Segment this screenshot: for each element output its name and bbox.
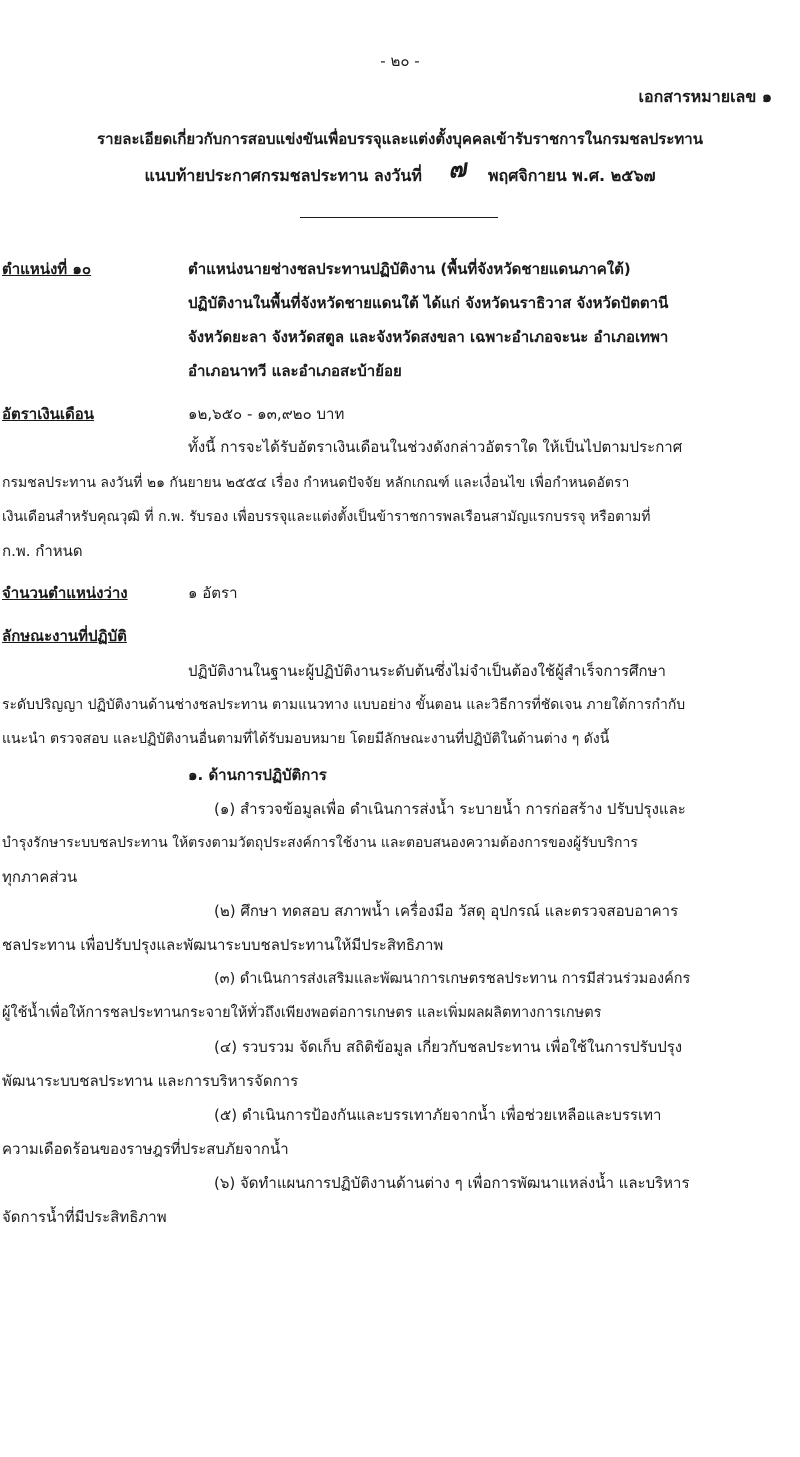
duties-intro-line-2: ระดับปริญญา ปฏิบัติงานด้านช่างชลประทาน ตามแนวทาง แบบอย่าง ขั้นตอน และวิธีการที่ชัดเจน ภายใต้การกำกับ: [2, 697, 686, 713]
position-line-1: ตำแหน่งนายช่างชลประทานปฏิบัติงาน (พื้นที่จังหวัดชายแดนภาคใต้): [188, 260, 631, 278]
position-label: ตำแหน่งที่ ๑๐: [2, 260, 92, 278]
page-number: - ๒๐ -: [380, 52, 420, 70]
salary-label: อัตราเงินเดือน: [2, 405, 95, 423]
duty-item-5-line-1: (๕) ดำเนินการป้องกันและบรรเทาภัยจากน้ำ เพื่อช่วยเหลือและบรรเทา: [214, 1106, 662, 1124]
duty-item-4-line-2: พัฒนาระบบชลประทาน และการบริหารจัดการ: [2, 1072, 299, 1090]
document-title-line2: [0, 154, 800, 187]
salary-note-line-2: กรมชลประทาน ลงวันที่ ๒๑ กันยายน ๒๕๕๔ เรื่อง กำหนดปัจจัย หลักเกณฑ์ และเงื่อนไข เพื่อกำหนดอัตรา: [2, 475, 630, 491]
duty-item-6-line-2: จัดการน้ำที่มีประสิทธิภาพ: [2, 1208, 167, 1226]
duties-intro-line-3: แนะนำ ตรวจสอบ และปฏิบัติงานอื่นตามที่ได้รับมอบหมาย โดยมีลักษณะงานที่ปฏิบัติในด้านต่าง ๆ ดังนี้: [2, 731, 610, 747]
duty-item-4-line-1: (๔) รวบรวม จัดเก็บ สถิติข้อมูล เกี่ยวกับชลประทาน เพื่อใช้ในการปรับปรุง: [214, 1038, 683, 1056]
salary-note-line-3: เงินเดือนสำหรับคุณวุฒิ ที่ ก.พ. รับรอง เพื่อบรรจุและแต่งตั้งเป็นข้าราชการพลเรือนสามัญแรกบรรจุ หรือตามที่: [2, 509, 651, 525]
vacancy-label: จำนวนตำแหน่งว่าง: [2, 584, 128, 602]
duty-item-3-line-1: (๓) ดำเนินการส่งเสริมและพัฒนาการเกษตรชลประทาน การมีส่วนร่วมองค์กร: [214, 971, 691, 987]
title-divider: [300, 217, 498, 218]
duty-item-3-line-2: ผู้ใช้น้ำเพื่อให้การชลประทานกระจายให้ทั่วถึงเพียงพอต่อการเกษตร และเพิ่มผลผลิตทางการเกษตร: [2, 1005, 602, 1021]
duty-item-1-line-1: (๑) สำรวจข้อมูลเพื่อ ดำเนินการส่งน้ำ ระบายน้ำ การก่อสร้าง ปรับปรุงและ: [214, 800, 686, 818]
vacancy-value: ๑ อัตรา: [188, 584, 238, 602]
document-number: เอกสารหมายเลข ๑: [638, 87, 772, 106]
title-prefix: แนบท้ายประกาศกรมชลประทาน ลงวันที่: [144, 166, 422, 185]
document-title-line1: รายละเอียดเกี่ยวกับการสอบแข่งขันเพื่อบรรจุและแต่งตั้งบุคคลเข้ารับราชการในกรมชลประทาน: [97, 130, 703, 148]
salary-note-line-4: ก.พ. กำหนด: [2, 542, 83, 560]
duty-item-1-line-2: บำรุงรักษาระบบชลประทาน ให้ตรงตามวัตถุประสงค์การใช้งาน และตอบสนองความต้องการของผู้รับบริการ: [2, 835, 638, 851]
duty-item-6-line-1: (๖) จัดทำแผนการปฏิบัติงานด้านต่าง ๆ เพื่อการพัฒนาแหล่งน้ำ และบริหาร: [214, 1174, 690, 1192]
duties-heading: ลักษณะงานที่ปฏิบัติ: [2, 627, 127, 645]
duties-intro-line-1: ปฏิบัติงานในฐานะผู้ปฏิบัติงานระดับต้นซึ่งไม่จำเป็นต้องใช้ผู้สำเร็จการศึกษา: [188, 662, 666, 680]
salary-value: ๑๒,๖๕๐ - ๑๓,๙๒๐ บาท: [188, 405, 345, 423]
duty-item-5-line-2: ความเดือดร้อนของราษฎรที่ประสบภัยจากน้ำ: [2, 1140, 289, 1158]
section-1-title: ๑. ด้านการปฏิบัติการ: [188, 766, 327, 784]
position-line-4: อำเภอนาทวี และอำเภอสะบ้าย้อย: [188, 362, 402, 380]
title-suffix: พฤศจิกายน พ.ศ. ๒๕๖๗: [487, 166, 656, 185]
salary-note-line-1: ทั้งนี้ การจะได้รับอัตราเงินเดือนในช่วงดังกล่าวอัตราใด ให้เป็นไปตามประกาศ: [188, 438, 683, 456]
position-line-2: ปฏิบัติงานในพื้นที่จังหวัดชายแดนใต้ ได้แก่ จังหวัดนราธิวาส จังหวัดปัตตานี: [188, 294, 669, 312]
handwritten-day: ๗: [446, 154, 468, 184]
position-line-3: จังหวัดยะลา จังหวัดสตูล และจังหวัดสงขลา เฉพาะอำเภอจะนะ อำเภอเทพา: [188, 328, 669, 346]
duty-item-1-line-3: ทุกภาคส่วน: [2, 868, 78, 886]
duty-item-2-line-1: (๒) ศึกษา ทดสอบ สภาพน้ำ เครื่องมือ วัสดุ อุปกรณ์ และตรวจสอบอาคาร: [214, 902, 679, 920]
duty-item-2-line-2: ชลประทาน เพื่อปรับปรุงและพัฒนาระบบชลประทานให้มีประสิทธิภาพ: [2, 936, 444, 954]
